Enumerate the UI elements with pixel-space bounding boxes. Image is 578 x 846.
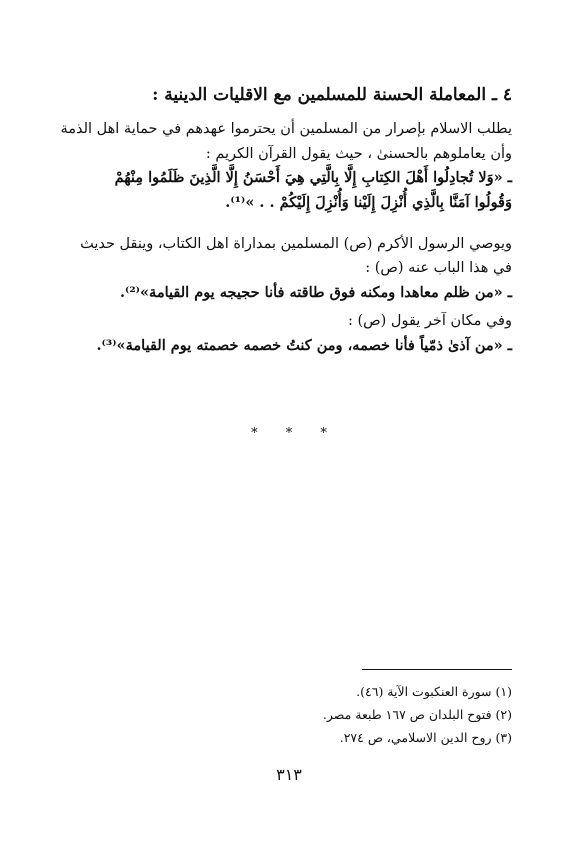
footnote-divider xyxy=(362,669,512,670)
section-ornament xyxy=(0,426,578,441)
footnote-2: (٢) فتوح البلدان ص ١٦٧ طبعة مصر. xyxy=(322,707,512,722)
section-heading: ٤ ـ المعاملة الحسنة للمسلمين مع الاقليات الدينية : xyxy=(152,85,512,105)
paragraph-1-line-1: يطلب الاسلام بإصرار من المسلمين أن يحترموا عهدهم في حماية اهل الذمة xyxy=(60,121,512,137)
asterisk-2: * xyxy=(285,426,293,441)
page-number: ٣١٣ xyxy=(276,765,302,784)
asterisk-3: * xyxy=(320,426,327,441)
paragraph-2-line-2: في هذا الباب عنه (ص) : xyxy=(365,260,512,276)
quran-verse-line-2: وَقُولُوا آمَنَّا بِالَّذِي أُنْزِلَ إِلَيْنا وَأُنْزِلَ إِلَيْكُمْ . . »⁽¹⁾. xyxy=(225,194,512,211)
hadith-1: ـ «من ظلم معاهدا ومكنه فوق طاقته فأنا حجيجه يوم القيامة»⁽²⁾. xyxy=(119,284,512,301)
footnote-1: (١) سورة العنكبوت الآية (٤٦). xyxy=(356,684,512,699)
paragraph-3: وفي مكان آخر يقول (ص) : xyxy=(347,313,512,329)
asterisk-1: * xyxy=(251,426,258,441)
footnote-3: (٣) روح الدين الاسلامي، ص ٢٧٤. xyxy=(339,730,512,745)
paragraph-2-line-1: ويوصي الرسول الأكرم (ص) المسلمين بمداراة اهل الكتاب، وينقل حديث xyxy=(80,236,512,252)
hadith-2: ـ «من آذىٰ ذمّياً فأنا خصمه، ومن كنتُ خصمه خصمته يوم القيامة»⁽³⁾. xyxy=(96,337,512,354)
paragraph-1-line-2: وأن يعاملوهم بالحسنىٰ ، حيث يقول القرآن الكريم : xyxy=(205,146,512,162)
quran-verse-line-1: ـ «وَلا تُجادِلُوا أَهْلَ الكِتابِ إِلَّا بِالَّتِي هِيَ أَحْسَنُ إِلَّا الَّذِينَ ظَلَمُوا مِنْهُمْ xyxy=(114,169,512,186)
